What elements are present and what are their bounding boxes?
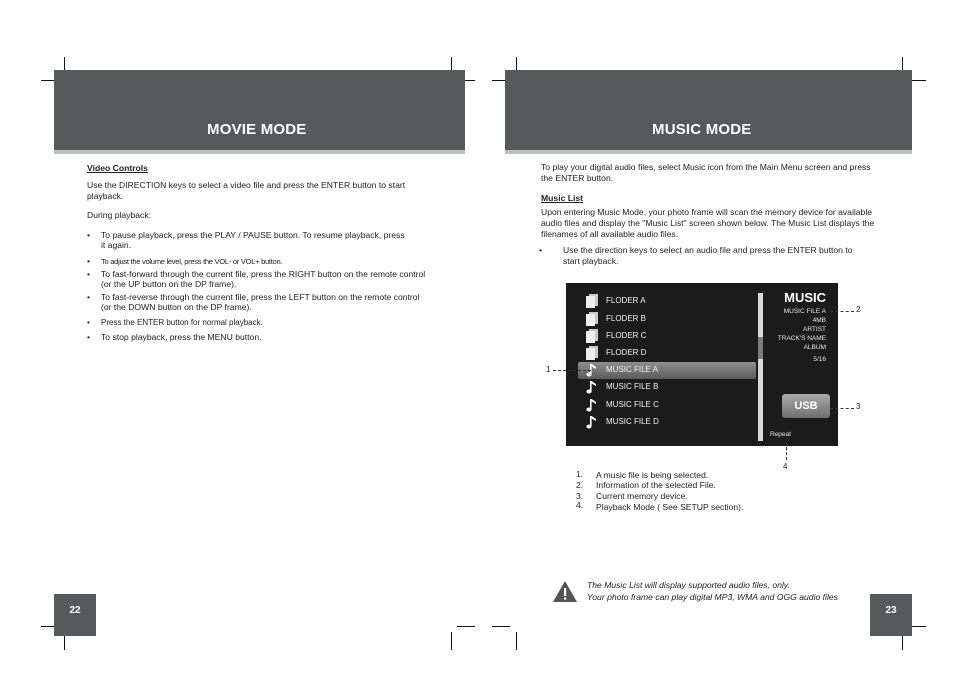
music-list-screen [566,283,838,446]
list-item-label: MUSIC FILE D [606,417,659,426]
music-list-paragraph: Upon entering Music Mode, your photo frame will scan the memory device for available audio files and display the "Music List" screen shown below. The Music List displays the filenames of all available audio files. [541,207,875,239]
page-number-box [870,594,912,636]
folder-icon [586,294,598,308]
note-line: The Music List will display supported audio files, only. [587,580,790,590]
list-item: • Use the direction keys to select an audio file and press the ENTER button to start playback. [539,245,853,266]
page-number: 23 [885,605,897,616]
page-number: 22 [69,605,81,616]
crop-mark [451,632,452,650]
music-mode-banner [505,70,912,150]
info-artist: ARTIST [803,326,826,333]
legend-text: Information of the selected File. [596,480,716,490]
callout-line [786,442,787,460]
page-number-box [54,594,96,636]
list-item-label: FLODER A [606,296,646,305]
info-file-size: 4MB [812,317,826,324]
music-note-icon [586,415,598,429]
info-file-name: MUSIC FILE A [783,308,826,315]
track-counter: 5/16 [813,356,826,363]
callout-line [830,408,854,409]
folder-icon [586,346,598,360]
intro-paragraph: Use the DIRECTION keys to select a video file and press the ENTER button to start playback. [87,180,406,201]
list-item-label: MUSIC FILE C [606,400,659,409]
list-item-label: MUSIC FILE A [606,365,659,374]
panel-title: MUSIC [784,290,826,305]
list-item-music-file-b[interactable] [578,379,756,396]
warning-icon [552,580,578,603]
repeat-mode-label: Repeat [770,431,791,438]
list-item-music-file-d[interactable] [578,414,756,431]
crop-mark [457,626,475,627]
list-item-folder-c[interactable] [578,328,756,345]
callout-line [830,311,854,312]
list-item: • Press the ENTER button for normal playback. [87,318,263,327]
list-item: • To fast-reverse through the current file, press the LEFT button on the remote control (or the DOWN button on the DP frame). [87,292,420,312]
list-item-label: FLODER D [606,348,647,357]
list-item-music-file-a[interactable] [578,362,756,379]
music-note-icon [586,398,598,412]
scrollbar[interactable] [758,293,763,441]
list-item: • To adjust the volume level, press the VOL- or VOL+ button. [87,256,283,266]
list-item-music-file-c[interactable] [578,397,756,414]
scrollbar-thumb[interactable] [758,337,763,359]
list-item: • To stop playback, press the MENU button. [87,332,262,342]
usb-device-button[interactable]: USB [782,394,830,418]
section-heading: Music List [541,193,584,203]
legend-number: 4. [576,500,584,510]
movie-mode-banner [54,70,465,150]
crop-mark [516,632,517,650]
crop-mark [492,626,510,627]
info-album: ALBUM [803,344,826,351]
list-item: • To pause playback, press the PLAY / PAUSE button. To resume playback, press it again. [87,230,405,250]
legend-number: 3. [576,491,584,501]
legend-text: Playback Mode ( See SETUP section). [596,502,744,512]
music-note-icon [586,380,598,394]
callout-line [553,370,591,371]
list-item-label: MUSIC FILE B [606,382,659,391]
section-heading: Video Controls [87,163,148,173]
banner-rule [54,150,465,154]
page-title: MUSIC MODE [652,121,752,138]
legend-text: Current memory device. [596,491,688,501]
list-item: • To fast-forward through the current file, press the RIGHT button on the remote control (or the UP button on the DP frame). [87,269,426,289]
folder-icon [586,312,598,326]
list-item-folder-b[interactable] [578,311,756,328]
list-item-folder-a[interactable] [578,293,756,310]
legend-number: 2. [576,480,584,490]
legend-number: 1. [576,469,584,479]
legend-text: A music file is being selected. [596,470,709,480]
list-item-label: FLODER B [606,314,647,323]
callout-1: 1 [546,365,551,374]
banner-rule [505,150,912,154]
list-item-folder-d[interactable] [578,345,756,362]
list-item-label: FLODER C [606,331,647,340]
page-title: MOVIE MODE [207,121,307,138]
note-line: Your photo frame can play digital MP3, WMA and OGG audio files [587,592,838,602]
intro-paragraph: To play your digital audio files, select Music icon from the Main Menu screen and press the ENTER button. [541,162,871,183]
folder-icon [586,329,598,343]
during-label: During playback: [87,210,152,220]
callout-3: 3 [856,402,861,411]
callout-2: 2 [856,305,861,314]
callout-4: 4 [783,462,788,471]
info-track-name: TRACK'S NAME [777,335,826,342]
